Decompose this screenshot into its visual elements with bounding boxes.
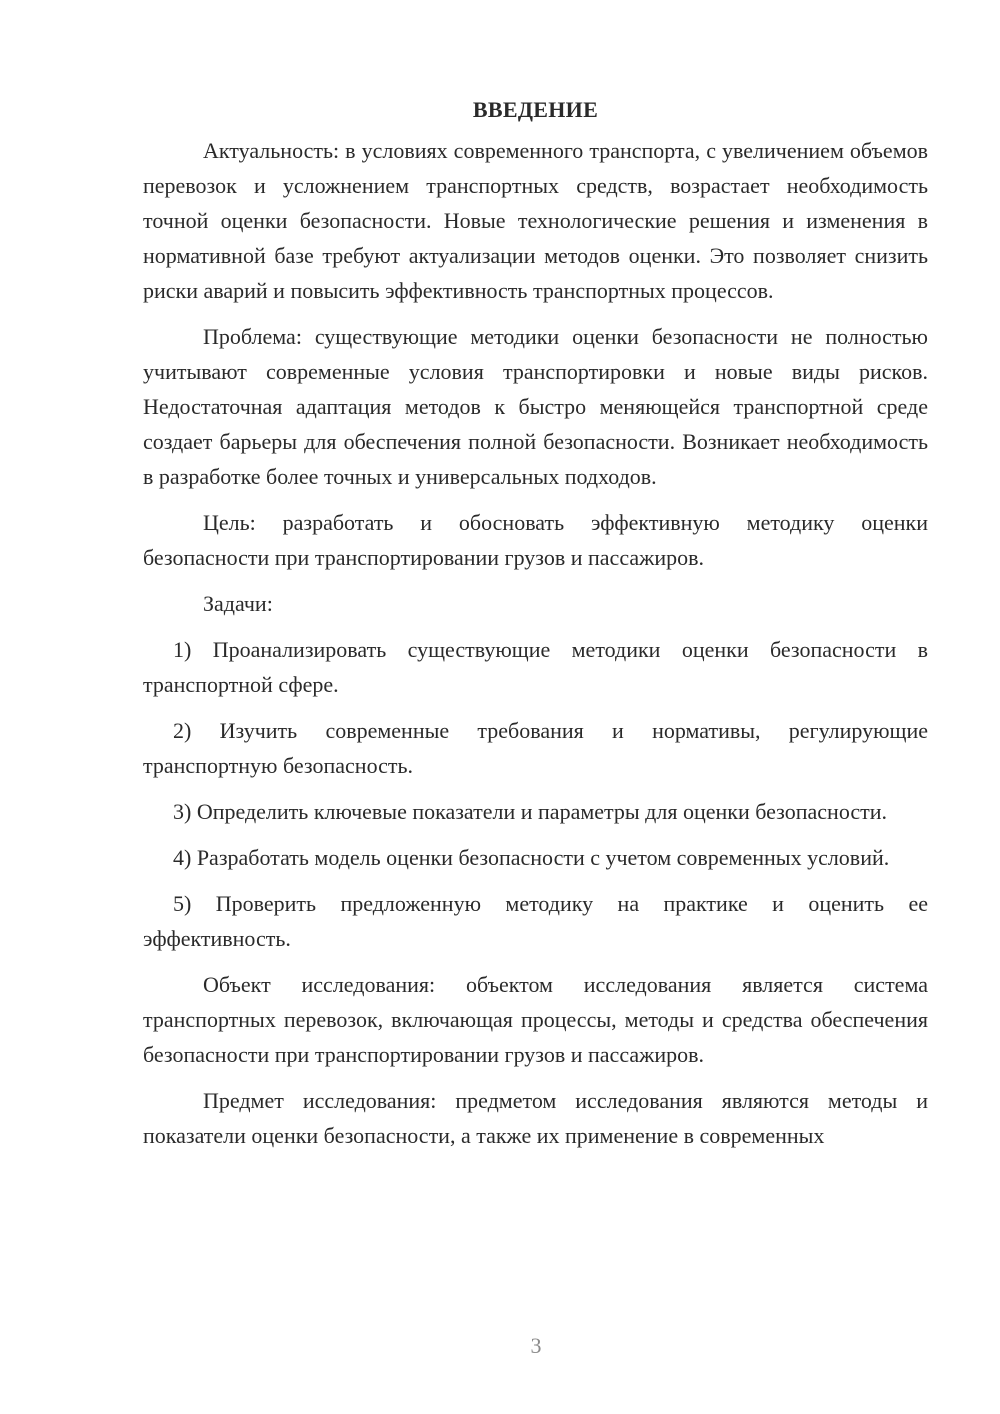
paragraph-goal: Цель: разработать и обосновать эффективную методику оценки безопасности при транспортировании грузов и пассажиров. [143, 510, 928, 570]
task-item-5: 5) Проверить предложенную методику на практике и оценить ее эффективность. [143, 891, 928, 951]
paragraph-relevance: Актуальность: в условиях современного транспорта, с увеличением объемов перевозок и усложнением транспортных средств, возрастает необходимость точной оценки безопасности. Новые технологические решения и изменения в нормативной базе требуют актуализации методов оценки. Это позволяет снизить риски аварий и повысить эффективность транспортных процессов. [143, 138, 928, 303]
document-page [143, 92, 928, 1164]
page-title: ВВЕДЕНИЕ [472, 97, 599, 122]
task-item-3: 3) Определить ключевые показатели и параметры для оценки безопасности. [173, 799, 888, 824]
task-item-4: 4) Разработать модель оценки безопасности с учетом современных условий. [173, 845, 890, 870]
task-item-2: 2) Изучить современные требования и нормативы, регулирующие транспортную безопасность. [143, 718, 928, 778]
task-item-1: 1) Проанализировать существующие методики оценки безопасности в транспортной сфере. [143, 637, 928, 697]
paragraph-object: Объект исследования: объектом исследования является система транспортных перевозок, включающая процессы, методы и средства обеспечения безопасности при транспортировании грузов и пассажиров. [143, 972, 928, 1067]
paragraph-problem: Проблема: существующие методики оценки безопасности не полностью учитывают современные условия транспортировки и новые виды рисков. Недостаточная адаптация методов к быстро меняющейся транспортной среде создает барьеры для обеспечения полной безопасности. Возникает необходимость в разработке более точных и универсальных подходов. [143, 324, 928, 489]
paragraph-tasks-heading: Задачи: [203, 591, 273, 616]
paragraph-subject: Предмет исследования: предметом исследования являются методы и показатели оценки безопасности, а также их применение в современных [143, 1088, 928, 1148]
page-number: 3 [530, 1333, 542, 1358]
